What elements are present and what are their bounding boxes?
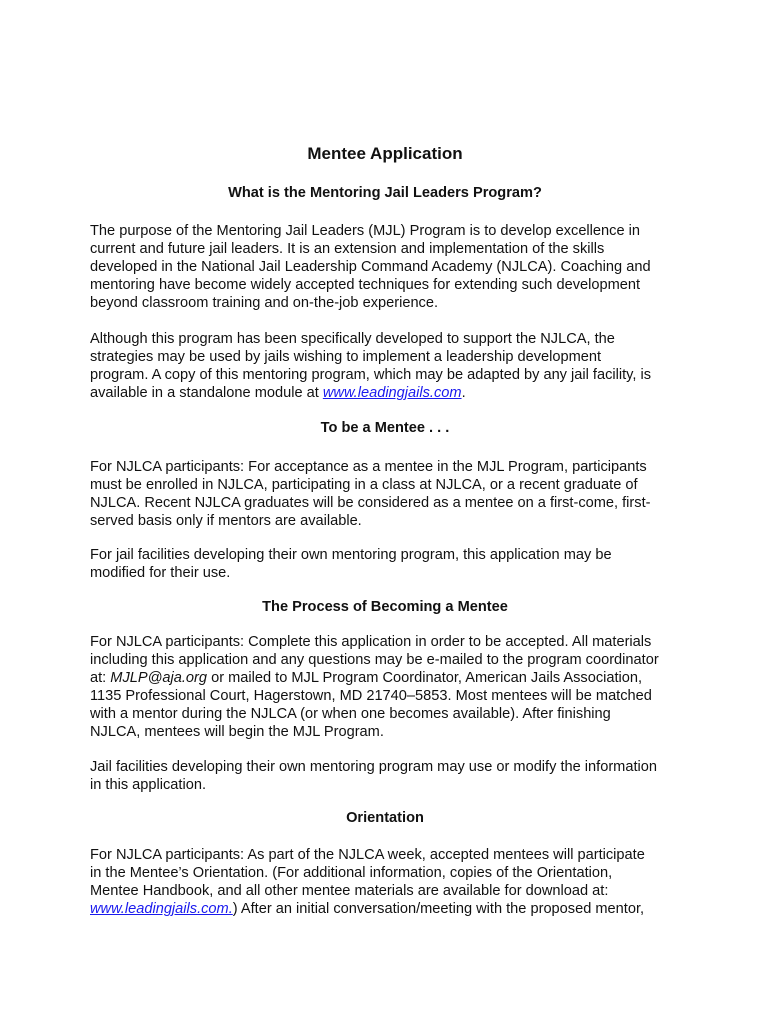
section-heading: To be a Mentee . . . <box>320 420 450 436</box>
section-heading: The Process of Becoming a Mentee <box>262 599 508 615</box>
leadingjails-link[interactable]: www.leadingjails.com. <box>90 901 233 917</box>
section-heading: What is the Mentoring Jail Leaders Program? <box>228 185 542 201</box>
text: Although this program has been specifically developed to support the NJLCA, the strategies may be used by jails wishing to implement a leadership development program. A copy of this mentoring program, which may be adapted by any jail facility, is available in a standalone module at <box>90 331 652 401</box>
section-heading: Orientation <box>346 810 424 826</box>
document-title: Mentee Application <box>307 144 463 163</box>
paragraph <box>90 330 690 402</box>
paragraph: The purpose of the Mentoring Jail Leaders (MJL) Program is to develop excellence in current and future jail leaders. It is an extension and implementation of the skills developed in the National Jail Leadership Command Academy (NJLCA). Coaching and mentoring have become widely accepted techniques for extending such development beyond classroom training and on-the-job experience. <box>90 223 651 311</box>
text: or mailed to MJL Program Coordinator, American Jails Association, 1135 Professional Court, Hagerstown, MD 21740–5853. Most mentees will be matched with a mentor during the NJLCA (or when one becomes available). After finishing NJLCA, mentees will begin the MJL Program. <box>90 670 652 740</box>
paragraph: For NJLCA participants: For acceptance as a mentee in the MJL Program, participants must be enrolled in NJLCA, participating in a class at NJLCA, or a recent graduate of NJLCA. Recent NJLCA graduates will be considered as a mentee on a first-come, first- served basis only if mentors are available. <box>90 459 651 529</box>
text: ) After an initial conversation/meeting with the proposed mentor, <box>232 901 645 917</box>
paragraph: Jail facilities developing their own mentoring program may use or modify the information in this application. <box>90 759 657 793</box>
paragraph <box>90 846 690 918</box>
email-address: MJLP@aja.org <box>110 670 208 686</box>
paragraph: For jail facilities developing their own mentoring program, this application may be modified for their use. <box>90 547 612 581</box>
text: For NJLCA participants: As part of the NJLCA week, accepted mentees will participate in the Mentee’s Orientation. (For additional information, copies of the Orientation, Mentee Handbook, and all other mentee materials are available for download at: <box>90 847 645 899</box>
paragraph <box>90 633 690 741</box>
text: For NJLCA participants: Complete this application in order to be accepted. All materials including this application and any questions may be e-mailed to the program coordinator at: <box>90 634 659 686</box>
leadingjails-link[interactable]: www.leadingjails.com <box>322 385 462 401</box>
text: . <box>461 385 466 401</box>
